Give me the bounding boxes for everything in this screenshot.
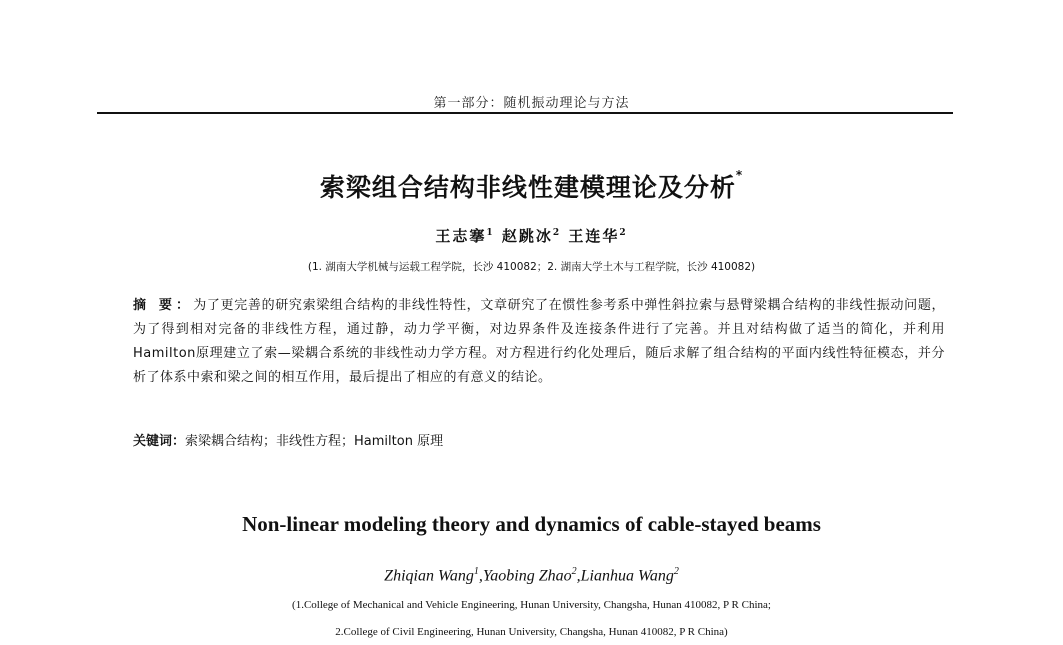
- affiliation-english-1: (1.College of Mechanical and Vehicle Engineering, Hunan University, Changsha, Hunan 410082, P R China;: [292, 599, 771, 611]
- author-affil-mark: 2: [619, 228, 628, 238]
- author-name: Lianhua Wang: [580, 567, 674, 585]
- author-affil-mark: 2: [571, 566, 577, 577]
- author-list-english: Zhiqian Wang$^1$,Yaobing Zhao$^2$,Lianhua Wang$^2$: [384, 566, 679, 585]
- running-header: 第一部分：随机振动理论与方法: [433, 96, 630, 111]
- author-affil-mark: 1: [473, 566, 479, 577]
- author-affil-mark: 2: [673, 566, 679, 577]
- keywords-text: 索梁耦合结构；非线性方程；Hamilton 原理: [185, 434, 444, 449]
- keywords-chinese: [133, 430, 945, 449]
- author-name: 王志搴: [435, 227, 487, 245]
- abstract-label: 摘 要：: [133, 298, 194, 313]
- affiliation-chinese: (1. 湖南大学机械与运载工程学院，长沙 410082；2. 湖南大学土木与工程学院，长沙 410082): [307, 261, 756, 273]
- affiliation-english-2: 2.College of Civil Engineering, Hunan University, Changsha, Hunan 410082, P R China): [335, 626, 728, 638]
- abstract-chinese: [133, 294, 945, 390]
- author-affil-mark: 2: [552, 228, 562, 238]
- author-name: 王连华: [568, 227, 620, 245]
- header-rule: [97, 112, 953, 114]
- author-name: Zhiqian Wang: [384, 567, 474, 585]
- title-text: 索梁组合结构非线性建模理论及分析: [319, 173, 736, 202]
- author-name: 赵跳冰: [501, 227, 553, 245]
- author-affil-mark: 1: [486, 228, 495, 238]
- paper-title-english: Non-linear modeling theory and dynamics of cable-stayed beams: [242, 512, 821, 536]
- title-footnote-mark: *: [735, 168, 744, 182]
- author-name: Yaobing Zhao: [482, 567, 572, 585]
- author-list-chinese: [0, 225, 1063, 246]
- keywords-label: 关键词：: [133, 434, 186, 449]
- paper-title-chinese: [0, 168, 1063, 204]
- abstract-text: 为了更完善的研究索梁组合结构的非线性特性，文章研究了在惯性参考系中弹性斜拉索与悬臂梁耦合结构的非线性振动问题，为了得到相对完备的非线性方程，通过静，动力学平衡，对边界条件及连接条件进行了完善。并且对结构做了适当的简化，并利用Hamilton原理建立了索—梁耦合系统的非线性动力学方程。对方程进行约化处理后，随后求解了组合结构的平面内线性特征模态，并分析了体系中索和梁之间的相互作用，最后提出了相应的有意义的结论。: [133, 298, 945, 385]
